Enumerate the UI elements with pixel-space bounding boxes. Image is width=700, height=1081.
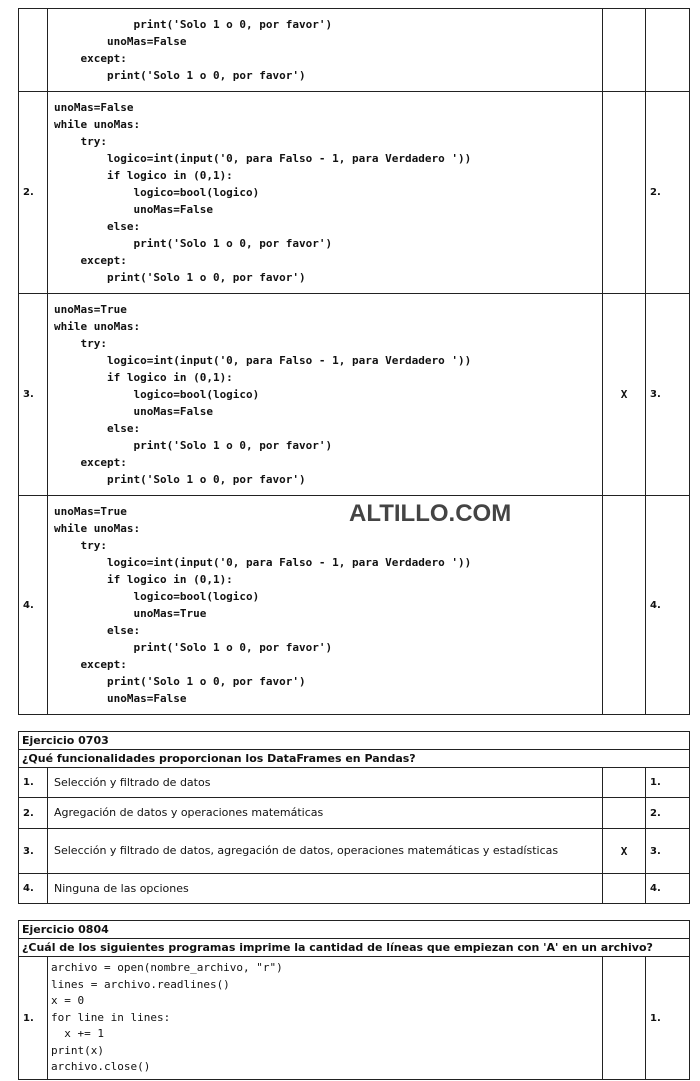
option-number: 3. [19, 829, 48, 874]
exercise-title: Ejercicio 0804 [19, 921, 690, 939]
code-cell [48, 294, 603, 496]
code-cell [48, 9, 603, 92]
answer-mark [603, 798, 646, 829]
option-number: 1. [19, 957, 48, 1080]
prev-question-table [18, 8, 690, 715]
option-text: Agregación de datos y operaciones matemáticas [48, 798, 603, 829]
table-row [19, 92, 690, 294]
option-text: Ninguna de las opciones [48, 874, 603, 904]
table-row [19, 768, 690, 798]
code-block: unoMas=True while unoMas: try: logico=int(input('0, para Falso - 1, para Verdadero ')) if logico in (0,1): logico=bool(logico) unoMas=True else: print('Solo 1 o 0, por favor') except: print('Solo 1 o 0, por favor') unoMas=False [54, 505, 472, 705]
table-row [19, 798, 690, 829]
answer-mark [603, 496, 646, 715]
answer-mark [603, 957, 646, 1080]
option-number [19, 9, 48, 92]
code-cell [48, 957, 603, 1080]
option-number-right: 1. [646, 957, 690, 1080]
option-number: 2. [19, 798, 48, 829]
exercise-title: Ejercicio 0703 [19, 732, 690, 750]
exercise-title-row [19, 921, 690, 939]
table-row [19, 874, 690, 904]
code-cell [48, 92, 603, 294]
option-number-right: 1. [646, 768, 690, 798]
option-number-right: 4. [646, 874, 690, 904]
option-number-right: 4. [646, 496, 690, 715]
answer-mark: X [603, 294, 646, 496]
code-cell [48, 496, 603, 715]
option-text: Selección y filtrado de datos, agregación de datos, operaciones matemáticas y estadísticas [48, 829, 603, 874]
option-number: 1. [19, 768, 48, 798]
code-block: archivo = open(nombre_archivo, "r") lines = archivo.readlines() x = 0 for line in lines: x += 1 print(x) archivo.close() [51, 961, 283, 1074]
answer-mark [603, 768, 646, 798]
table-row [19, 496, 690, 715]
table-row [19, 829, 690, 874]
answer-mark [603, 9, 646, 92]
option-number: 4. [19, 874, 48, 904]
option-number: 3. [19, 294, 48, 496]
option-number-right [646, 9, 690, 92]
answer-mark [603, 874, 646, 904]
exercise-title-row [19, 732, 690, 750]
option-number: 2. [19, 92, 48, 294]
option-number: 4. [19, 496, 48, 715]
question-text: ¿Cuál de los siguientes programas imprime la cantidad de líneas que empiezan con 'A' en un archivo? [19, 939, 690, 957]
option-number-right: 2. [646, 92, 690, 294]
option-number-right: 3. [646, 829, 690, 874]
exercise-0703-table [18, 731, 690, 904]
watermark-logo: ALTILLO.COM [349, 500, 512, 527]
exercise-0804-table [18, 920, 690, 1080]
option-number-right: 2. [646, 798, 690, 829]
question-row [19, 939, 690, 957]
table-row [19, 294, 690, 496]
table-row [19, 957, 690, 1080]
answer-mark: X [603, 829, 646, 874]
answer-mark [603, 92, 646, 294]
table-row [19, 9, 690, 92]
question-text: ¿Qué funcionalidades proporcionan los DataFrames en Pandas? [19, 750, 690, 768]
question-row [19, 750, 690, 768]
option-number-right: 3. [646, 294, 690, 496]
option-text: Selección y filtrado de datos [48, 768, 603, 798]
code-block: print('Solo 1 o 0, por favor') unoMas=False except: print('Solo 1 o 0, por favor') [80, 18, 333, 82]
code-block: unoMas=False while unoMas: try: logico=int(input('0, para Falso - 1, para Verdadero ')) if logico in (0,1): logico=bool(logico) unoMas=False else: print('Solo 1 o 0, por favor') except: print('Solo 1 o 0, por favor') [54, 101, 472, 284]
code-block: unoMas=True while unoMas: try: logico=int(input('0, para Falso - 1, para Verdadero ')) if logico in (0,1): logico=bool(logico) unoMas=False else: print('Solo 1 o 0, por favor') except: print('Solo 1 o 0, por favor') [54, 303, 472, 486]
